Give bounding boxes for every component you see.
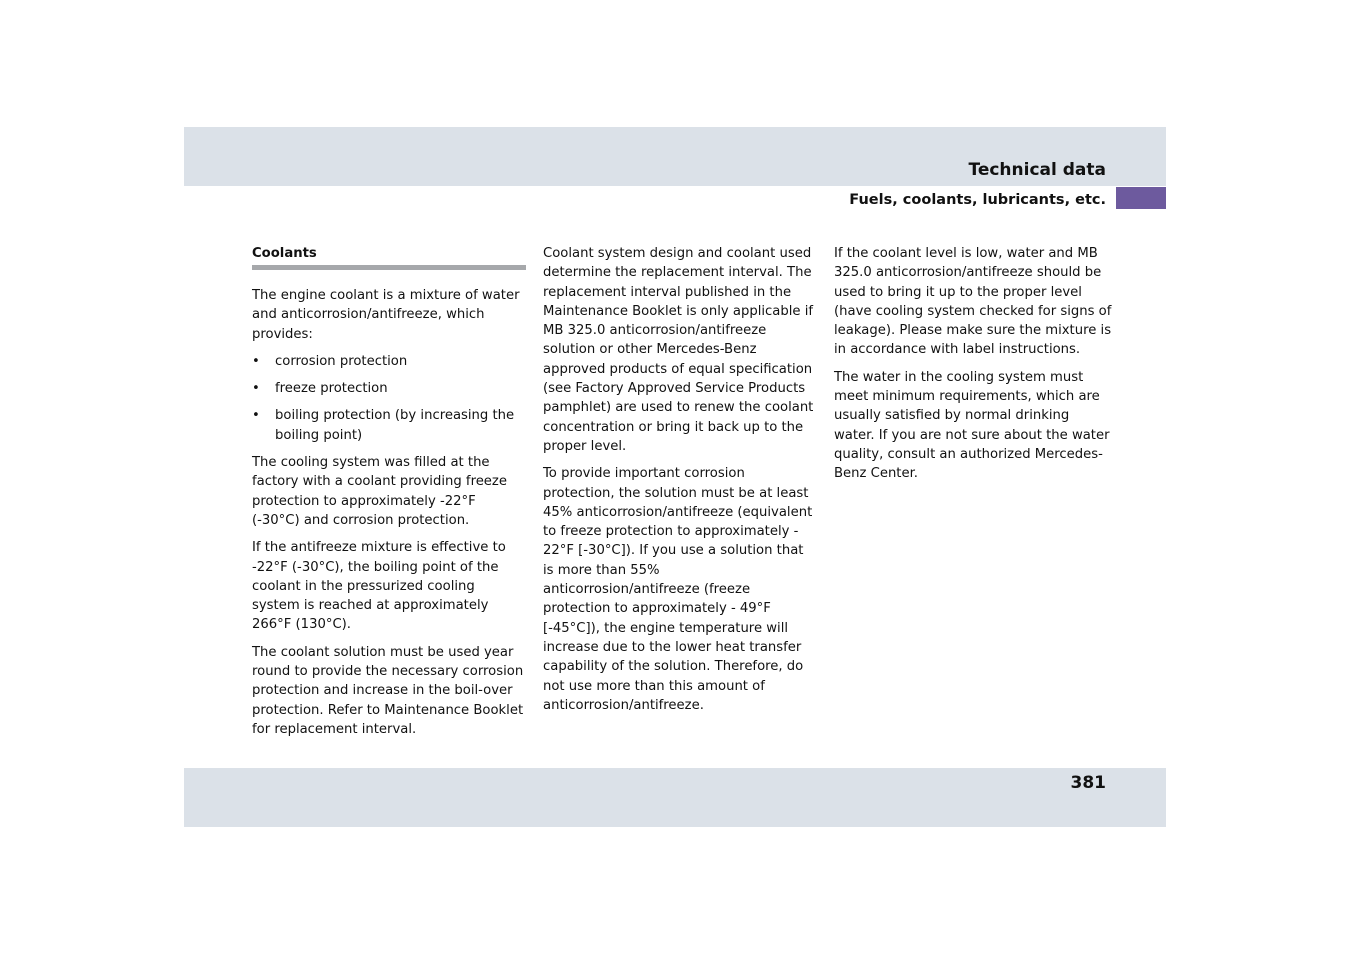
coolant-intro: The engine coolant is a mixture of water and anticorrosion/antifreeze, which provides: — [252, 288, 520, 342]
list-item-text: freeze protection — [275, 381, 388, 397]
heading-rule — [252, 265, 526, 270]
list-item — [252, 379, 526, 398]
paragraph: The coolant solution must be used year round to provide the necessary corrosion protection and increase in the boil-over protection. Refer to Maintenance Booklet for replacement interval. — [252, 644, 524, 737]
list-item — [252, 406, 526, 445]
protection-list — [252, 352, 526, 445]
coolants-heading: Coolants — [252, 246, 317, 261]
paragraph: If the antifreeze mixture is effective to -22°F (-30°C), the boiling point of the coolant in the pressurized cooling system is reached at approximately 266°F (130°C). — [252, 540, 506, 633]
text-column-3 — [834, 244, 1112, 492]
list-item-text: corrosion protection — [275, 353, 408, 369]
paragraph: Coolant system design and coolant used determine the replacement interval. The replacement interval published in the Maintenance Booklet is only applicable if MB 325.0 anticorrosion/antifreeze solution or other Mercedes-Benz approved products of equal specification (see Factory Approved Service Products pamphlet) are used to renew the coolant concentration or bring it back up to the proper level. — [543, 246, 814, 454]
paragraph: The water in the cooling system must meet minimum requirements, which are usually satisfied by normal drinking water. If you are not sure about the water quality, consult an authorized Mercedes-Benz Center. — [834, 369, 1110, 482]
list-item — [252, 352, 526, 371]
section-title: Technical data — [968, 160, 1106, 180]
text-column-2 — [543, 244, 818, 723]
section-tab-marker — [1116, 187, 1166, 209]
text-column-1 — [252, 244, 526, 747]
paragraph: To provide important corrosion protection, the solution must be at least 45% anticorrosion/antifreeze (equivalent to freeze protection to approximately - 22°F [-30°C]). If you use a solution that is more than 55% anticorrosion/antifreeze (freeze protection to approximately - 49°F [-45°C]), the engine temperature will increase due to the lower heat transfer capability of the solution. Therefore, do not use more than this amount of anticorrosion/antifreeze. — [543, 466, 813, 713]
footer-band — [184, 768, 1166, 827]
page-number: 381 — [1070, 773, 1106, 793]
list-item-text: boiling protection (by increasing the boiling point) — [275, 408, 515, 443]
bullet-icon: • — [252, 353, 260, 369]
paragraph: The cooling system was filled at the factory with a coolant providing freeze protection to approximately -22°F (-30°C) and corrosion protection. — [252, 455, 507, 528]
bullet-icon: • — [252, 408, 260, 424]
paragraph: If the coolant level is low, water and MB 325.0 anticorrosion/antifreeze should be used to bring it up to the proper level (have cooling system checked for signs of leakage). Please make sure the mixture is in accordance with label instructions. — [834, 246, 1112, 358]
subsection-title: Fuels, coolants, lubricants, etc. — [849, 192, 1106, 208]
bullet-icon: • — [252, 381, 260, 397]
